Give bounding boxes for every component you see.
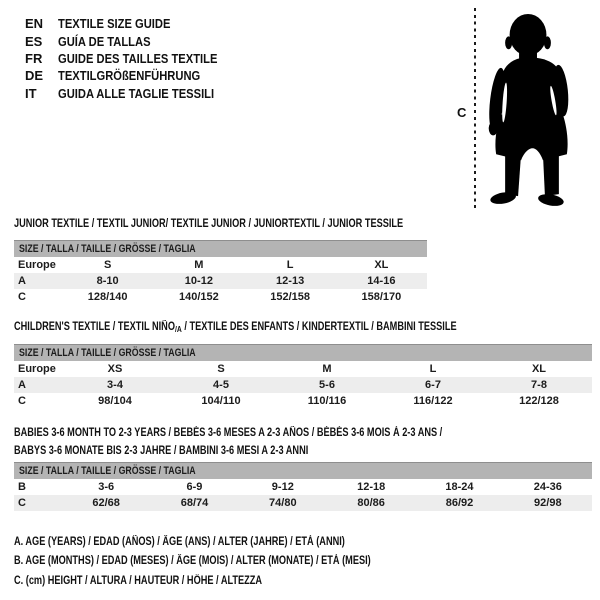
babies-size-table	[14, 462, 592, 511]
size-cell: L	[429, 363, 437, 375]
age-cell: 24-36	[533, 481, 562, 493]
size-table	[14, 361, 592, 409]
language-title: GUIDE DES TAILLES TEXTILE	[58, 50, 218, 66]
age-cell: 12-18	[357, 481, 386, 493]
size-table	[14, 479, 592, 511]
language-row	[25, 67, 243, 84]
toddler-silhouette-icon	[484, 5, 582, 212]
size-cell: M	[194, 259, 204, 271]
height-measure-label: C	[457, 105, 467, 120]
height-cell: 116/122	[413, 395, 453, 407]
section-title-junior: JUNIOR TEXTILE / TEXTIL JUNIOR/ TEXTILE JUNIOR / JUNIORTEXTIL / JUNIOR TESSILE	[14, 218, 404, 230]
language-title: GUÍA DE TALLAS	[58, 33, 151, 49]
height-measure-dashed-line	[474, 8, 476, 210]
size-cell: XL	[374, 259, 389, 271]
row-label: C	[18, 291, 26, 303]
height-cell: 80/86	[327, 495, 415, 511]
age-cell: 6-9	[186, 481, 203, 493]
language-code: DE	[25, 68, 44, 84]
table-row-europe	[14, 257, 427, 273]
language-row	[25, 15, 243, 32]
age-cell: 8-10	[62, 273, 153, 289]
age-cell: 6-7	[380, 377, 486, 393]
size-cell: XL	[531, 363, 547, 375]
size-table	[14, 257, 427, 305]
table-row-age-months	[14, 479, 592, 495]
table-row-age-years	[14, 377, 592, 393]
age-cell: 3-4	[62, 377, 168, 393]
age-cell: 5-6	[274, 377, 380, 393]
legend-line-age-months: B. AGE (MONTHS) / EDAD (MESES) / ÂGE (MOIS) / ALTER (MONATE) / ETÀ (MESI)	[14, 555, 371, 568]
table-row-height-cm	[14, 289, 427, 305]
legend-line-age-years: A. AGE (YEARS) / EDAD (AÑOS) / ÂGE (ANS) / ALTER (JAHRE) / ETÀ (ANNI)	[14, 536, 345, 548]
language-code: ES	[25, 33, 43, 49]
table-header-size: SIZE / TALLA / TAILLE / GRÖSSE / TAGLIA	[14, 344, 592, 361]
height-cell: 152/158	[270, 291, 310, 303]
table-header-size: SIZE / TALLA / TAILLE / GRÖSSE / TAGLIA	[14, 240, 427, 257]
height-cell: 110/116	[307, 395, 347, 407]
language-row	[25, 85, 243, 102]
age-cell: 12-13	[245, 273, 336, 289]
section-title-babies	[14, 424, 549, 460]
size-cell: S	[217, 363, 225, 375]
language-code: FR	[25, 50, 43, 66]
age-cell: 4-5	[168, 377, 274, 393]
title-subscript: /A	[174, 324, 182, 334]
language-row	[25, 32, 243, 49]
table-row-age-years	[14, 273, 427, 289]
height-cell: 68/74	[150, 495, 238, 511]
age-cell: 14-16	[336, 273, 427, 289]
legend-line-height: C. (cm) HEIGHT / ALTURA / HAUTEUR / HÖHE / ALTEZZA	[14, 574, 263, 587]
age-cell: 18-24	[445, 481, 474, 493]
language-row	[25, 50, 243, 67]
row-label: C	[14, 495, 62, 511]
language-title: TEXTILE SIZE GUIDE	[58, 16, 171, 32]
size-cell: S	[103, 259, 112, 271]
height-cell: 128/140	[87, 291, 128, 303]
language-title-list	[25, 15, 243, 102]
language-title: GUIDA ALLE TAGLIE TESSILI	[58, 85, 215, 101]
table-row-europe	[14, 361, 592, 377]
height-cell: 140/152	[178, 291, 219, 303]
title-line-1: BABIES 3-6 MONTH TO 2-3 YEARS / BEBÉS 3-6 MESES A 2-3 AÑOS / BÉBÉS 3-6 MOIS À 2-3 ANS /	[14, 427, 443, 439]
age-cell: 3-6	[98, 481, 115, 493]
table-row-height-cm	[14, 495, 592, 511]
height-cell: 92/98	[504, 495, 592, 511]
language-code: IT	[25, 85, 37, 101]
row-label: C	[18, 395, 26, 407]
age-cell: 7-8	[486, 377, 592, 393]
table-row-height-cm	[14, 393, 592, 409]
children-size-table	[14, 344, 592, 409]
junior-size-table	[14, 240, 427, 305]
height-cell: 62/68	[62, 495, 150, 511]
size-cell: M	[322, 363, 332, 375]
row-label: A	[14, 377, 62, 393]
height-cell: 158/170	[361, 291, 402, 303]
table-header-size: SIZE / TALLA / TAILLE / GRÖSSE / TAGLIA	[14, 462, 592, 479]
language-title: TEXTILGRÖßENFÜHRUNG	[58, 68, 201, 84]
height-cell: 86/92	[415, 495, 503, 511]
size-cell: L	[286, 259, 294, 271]
age-cell: 10-12	[153, 273, 244, 289]
height-cell: 74/80	[239, 495, 327, 511]
row-label: Europe	[18, 363, 56, 375]
language-code: EN	[25, 16, 44, 32]
height-cell: 98/104	[98, 395, 132, 407]
row-label: B	[18, 481, 26, 493]
row-label: A	[14, 273, 62, 289]
title-text: / TEXTILE DES ENFANTS / KINDERTEXTIL / BAMBINI TESSILE	[181, 321, 457, 333]
age-cell: 9-12	[271, 481, 294, 493]
size-cell: XS	[107, 363, 123, 375]
height-cell: 122/128	[519, 395, 559, 407]
title-text: CHILDREN'S TEXTILE / TEXTIL NIÑO	[14, 321, 175, 333]
section-title-children	[14, 321, 567, 336]
row-label: Europe	[18, 259, 56, 271]
title-line-2: BABYS 3-6 MONATE BIS 2-3 JAHRE / BAMBINI 3-6 MESI A 2-3 ANNI	[14, 445, 309, 457]
height-cell: 104/110	[201, 395, 241, 407]
legend	[14, 536, 460, 594]
